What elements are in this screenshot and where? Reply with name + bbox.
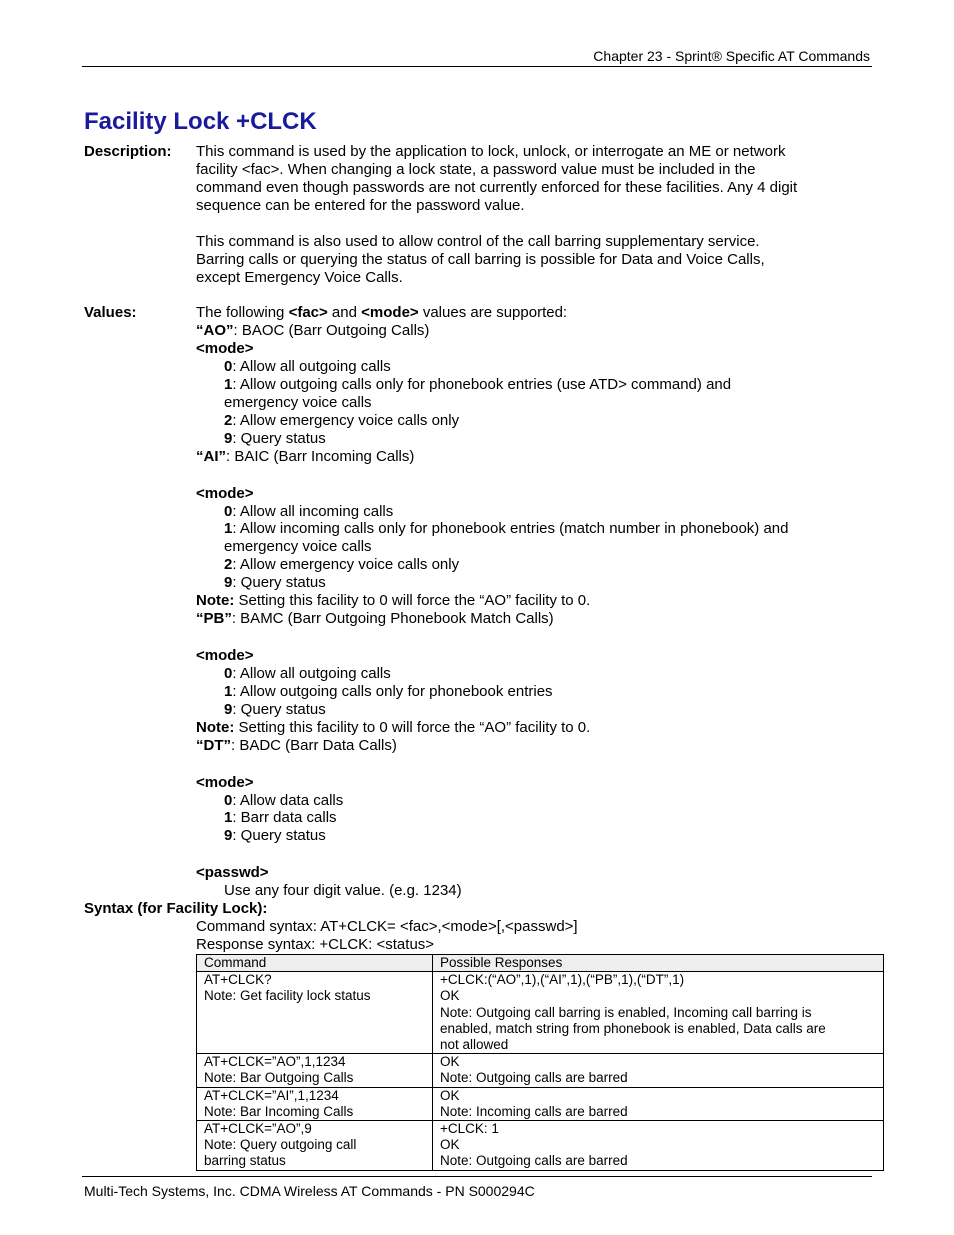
facility-ai: “AI”: BAIC (Barr Incoming Calls) — [196, 448, 415, 465]
cell-line: +CLCK: 1 — [440, 1121, 499, 1137]
cell-line: AT+CLCK=”AO”,1,1234 — [204, 1054, 346, 1070]
description-line: This command is also used to allow control of the call barring supplementary service. — [196, 233, 760, 250]
note: Note: Setting this facility to 0 will force the “AO” facility to 0. — [196, 719, 591, 736]
cell-line: Note: Outgoing calls are barred — [440, 1153, 628, 1169]
cell-line: Note: Incoming calls are barred — [440, 1103, 628, 1119]
mode-heading: <mode> — [196, 485, 254, 502]
mode-item: 1: Barr data calls — [224, 809, 337, 826]
table-header-cell: Command — [197, 955, 433, 972]
table-row — [197, 1087, 884, 1120]
cell-line: Note: Query outgoing call — [204, 1137, 357, 1153]
description-line: except Emergency Voice Calls. — [196, 269, 403, 286]
command-table — [196, 954, 884, 1171]
table-header-row — [197, 955, 884, 972]
table-row — [197, 1121, 884, 1171]
facility-dt: “DT”: BADC (Barr Data Calls) — [196, 737, 397, 754]
cell-line: Note: Get facility lock status — [204, 988, 371, 1004]
mode-item: 2: Allow emergency voice calls only — [224, 412, 460, 429]
cell-line: OK — [440, 988, 460, 1004]
mode-item: 1: Allow incoming calls only for phonebook entries (match number in phonebook) and — [224, 520, 789, 537]
values-label: Values: — [84, 304, 137, 321]
page-title: Facility Lock +CLCK — [84, 108, 317, 135]
mode-item-continuation: emergency voice calls — [224, 538, 372, 555]
description-line: facility <fac>. When changing a lock state, a password value must be included in the — [196, 161, 756, 178]
mode-item: 9: Query status — [224, 701, 326, 718]
mode-item: 0: Allow data calls — [224, 792, 344, 809]
table-row — [197, 1054, 884, 1087]
description-line: sequence can be entered for the password value. — [196, 197, 525, 214]
values-intro: The following <fac> and <mode> values are supported: — [196, 304, 568, 321]
table-header-cell: Possible Responses — [433, 955, 884, 972]
cell-line: barring status — [204, 1153, 286, 1169]
cell-line: Note: Outgoing calls are barred — [440, 1070, 628, 1086]
page-footer — [82, 1176, 872, 1199]
cell-line: not allowed — [440, 1037, 509, 1053]
cell-line: Note: Outgoing call barring is enabled, Incoming call barring is — [440, 1004, 812, 1020]
mode-item: 2: Allow emergency voice calls only — [224, 556, 460, 573]
note: Note: Setting this facility to 0 will force the “AO” facility to 0. — [196, 592, 591, 609]
mode-heading: <mode> — [196, 647, 254, 664]
cell-line: Note: Bar Incoming Calls — [204, 1103, 354, 1119]
response-cell — [433, 1087, 884, 1120]
syntax-label: Syntax (for Facility Lock): — [84, 900, 268, 917]
response-cell — [433, 972, 884, 1054]
passwd-heading: <passwd> — [196, 864, 269, 881]
mode-item: 1: Allow outgoing calls only for phonebook entries — [224, 683, 553, 700]
mode-item: 9: Query status — [224, 574, 326, 591]
mode-item-continuation: emergency voice calls — [224, 394, 372, 411]
cell-line: AT+CLCK=”AO”,9 — [204, 1121, 312, 1137]
chapter-title: Chapter 23 - Sprint® Specific AT Commands — [593, 48, 870, 64]
mode-item: 0: Allow all incoming calls — [224, 503, 394, 520]
mode-heading: <mode> — [196, 774, 254, 791]
mode-item: 9: Query status — [224, 827, 326, 844]
cell-line: OK — [440, 1054, 460, 1070]
response-cell — [433, 1054, 884, 1087]
mode-item: 9: Query status — [224, 430, 326, 447]
command-cell — [197, 972, 433, 1054]
page-header — [82, 47, 872, 67]
description-line: Barring calls or querying the status of call barring is possible for Data and Voice Calls, — [196, 251, 765, 268]
command-syntax: Command syntax: AT+CLCK= <fac>,<mode>[,<passwd>] — [196, 918, 578, 935]
table-row — [197, 972, 884, 1054]
facility-pb: “PB”: BAMC (Barr Outgoing Phonebook Match Calls) — [196, 610, 554, 627]
mode-item: 1: Allow outgoing calls only for phonebook entries (use ATD> command) and — [224, 376, 732, 393]
response-syntax: Response syntax: +CLCK: <status> — [196, 936, 435, 953]
description-line: This command is used by the application to lock, unlock, or interrogate an ME or network — [196, 143, 786, 160]
cell-line: Note: Bar Outgoing Calls — [204, 1070, 354, 1086]
footer-text: Multi-Tech Systems, Inc. CDMA Wireless AT Commands - PN S000294C — [84, 1183, 535, 1199]
cell-line: enabled, match string from phonebook is enabled, Data calls are — [440, 1020, 826, 1036]
mode-item: 0: Allow all outgoing calls — [224, 358, 391, 375]
mode-item: 0: Allow all outgoing calls — [224, 665, 391, 682]
facility-ao: “AO”: BAOC (Barr Outgoing Calls) — [196, 322, 430, 339]
response-cell — [433, 1121, 884, 1171]
cell-line: OK — [440, 1137, 460, 1153]
mode-heading: <mode> — [196, 340, 254, 357]
command-cell — [197, 1121, 433, 1171]
cell-line: AT+CLCK? — [204, 972, 272, 988]
cell-line: +CLCK:(“AO”,1),(“AI”,1),(“PB”,1),(“DT”,1) — [440, 972, 685, 988]
cell-line: OK — [440, 1087, 460, 1103]
passwd-description: Use any four digit value. (e.g. 1234) — [224, 882, 462, 899]
description-label: Description: — [84, 143, 172, 160]
command-cell — [197, 1054, 433, 1087]
description-line: command even though passwords are not currently enforced for these facilities. Any 4 digit — [196, 179, 798, 196]
command-cell — [197, 1087, 433, 1120]
cell-line: AT+CLCK=”AI”,1,1234 — [204, 1087, 339, 1103]
